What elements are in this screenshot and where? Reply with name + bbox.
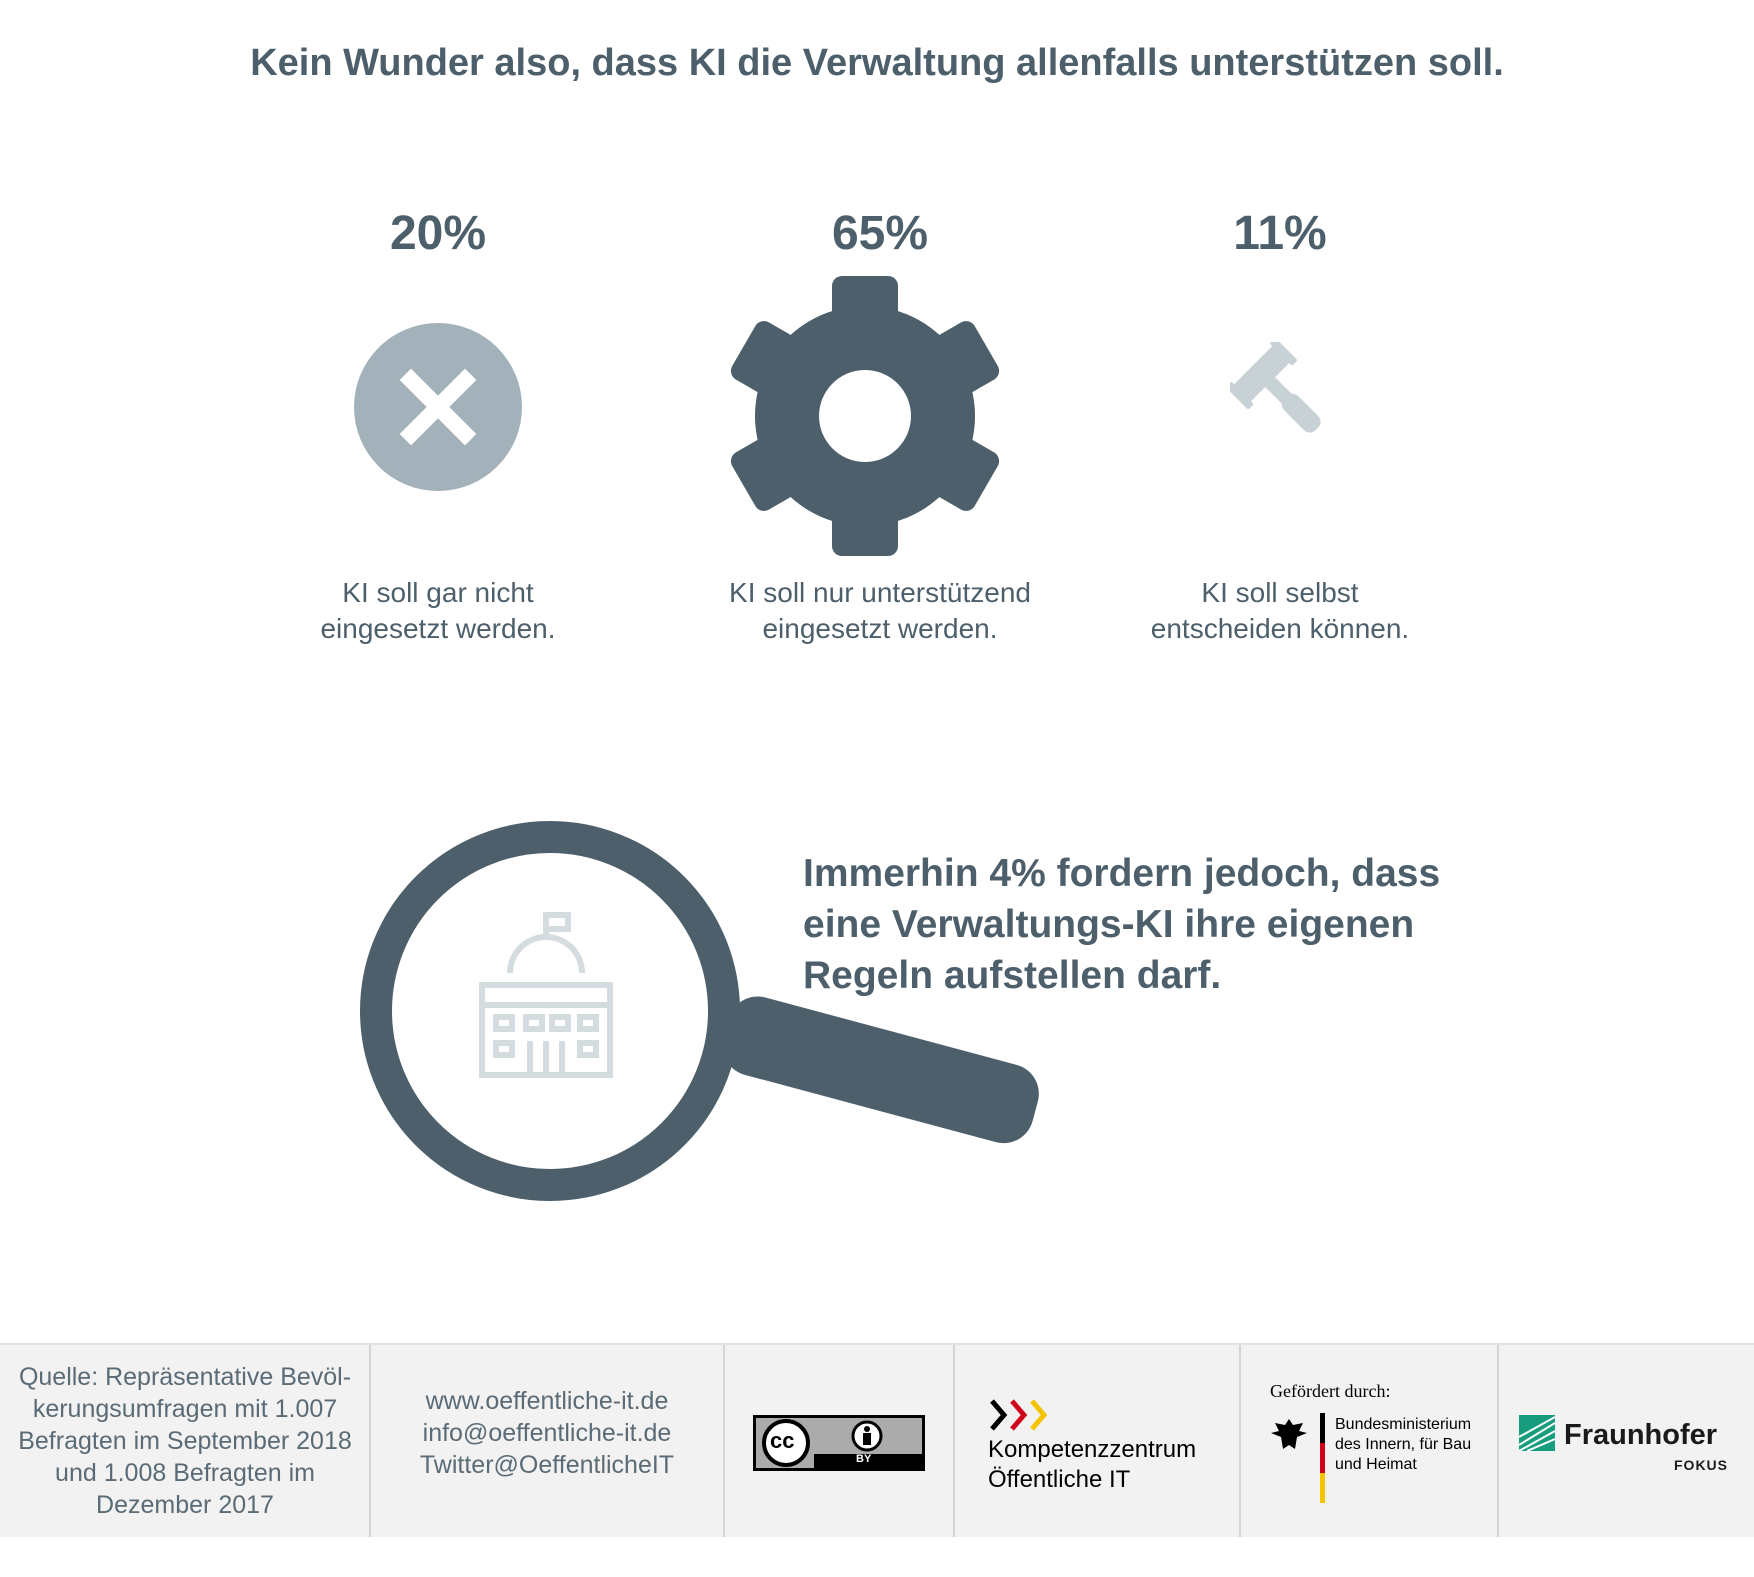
ministry-logo — [1240, 1345, 1495, 1537]
footer-divider — [953, 1345, 955, 1537]
flag-stripe-black — [1320, 1413, 1325, 1443]
kompetenzzentrum-logo: Kompetenzzentrum Öffentliche IT — [988, 1345, 1248, 1537]
headline: Kein Wunder also, dass KI die Verwaltung allenfalls unterstützen soll. — [250, 42, 1504, 84]
stat-support-only — [700, 207, 1060, 650]
funded-by-label: Gefördert durch: — [1270, 1381, 1391, 1401]
gear-icon — [725, 276, 1005, 556]
flag-stripe-gold — [1320, 1473, 1325, 1503]
stat-percent: 11% — [1233, 207, 1327, 260]
cc-by-license-badge[interactable] — [753, 1415, 925, 1471]
footer-divider — [723, 1345, 725, 1537]
stat-decide-self — [1100, 207, 1460, 650]
twitter-link[interactable]: Twitter@OeffentlicheIT — [419, 1451, 675, 1479]
fraunhofer-logo — [1498, 1345, 1754, 1537]
stat-percent: 20% — [389, 207, 487, 260]
x-circle-icon — [353, 322, 523, 492]
gavel-icon — [1230, 342, 1340, 452]
stat-not-used — [258, 207, 618, 650]
stat-label: KI soll gar nicht eingesetzt werden. — [320, 577, 556, 644]
footer — [0, 1343, 1754, 1537]
callout-text: Immerhin 4% fordern jedoch, dass eine Verwaltungs-KI ihre eigenen Regeln aufstellen darf. — [803, 852, 1441, 997]
website-link[interactable]: www.oeffentliche-it.de — [425, 1387, 669, 1415]
federal-eagle-icon — [1269, 1415, 1309, 1455]
contact-info — [372, 1345, 722, 1577]
by-label: BY — [856, 1453, 872, 1465]
stat-label: KI soll nur unterstützend eingesetzt werden. — [729, 577, 1031, 644]
source-note: Quelle: Repräsentative Bevöl- kerungsumfragen mit 1.007 Befragten im September 2018 und 1.008 Befragten im Dezember 2017 — [18, 1363, 352, 1519]
fraunhofer-name: Fraunhofer — [1564, 1419, 1718, 1451]
cc-label: cc — [770, 1428, 795, 1453]
stat-label: KI soll selbst entscheiden können. — [1150, 577, 1410, 644]
stat-percent: 65% — [831, 207, 929, 260]
email-link[interactable]: info@oeffentliche-it.de — [422, 1419, 672, 1447]
fraunhofer-sub: FOKUS — [1674, 1457, 1728, 1473]
ministry-name: Bundesministerium des Innern, für Bau und Heimat — [1335, 1416, 1472, 1473]
flag-stripe-red — [1320, 1443, 1325, 1473]
footer-divider — [369, 1345, 371, 1537]
chevrons-icon — [990, 1397, 1060, 1433]
fraunhofer-mark-icon — [1519, 1415, 1555, 1451]
